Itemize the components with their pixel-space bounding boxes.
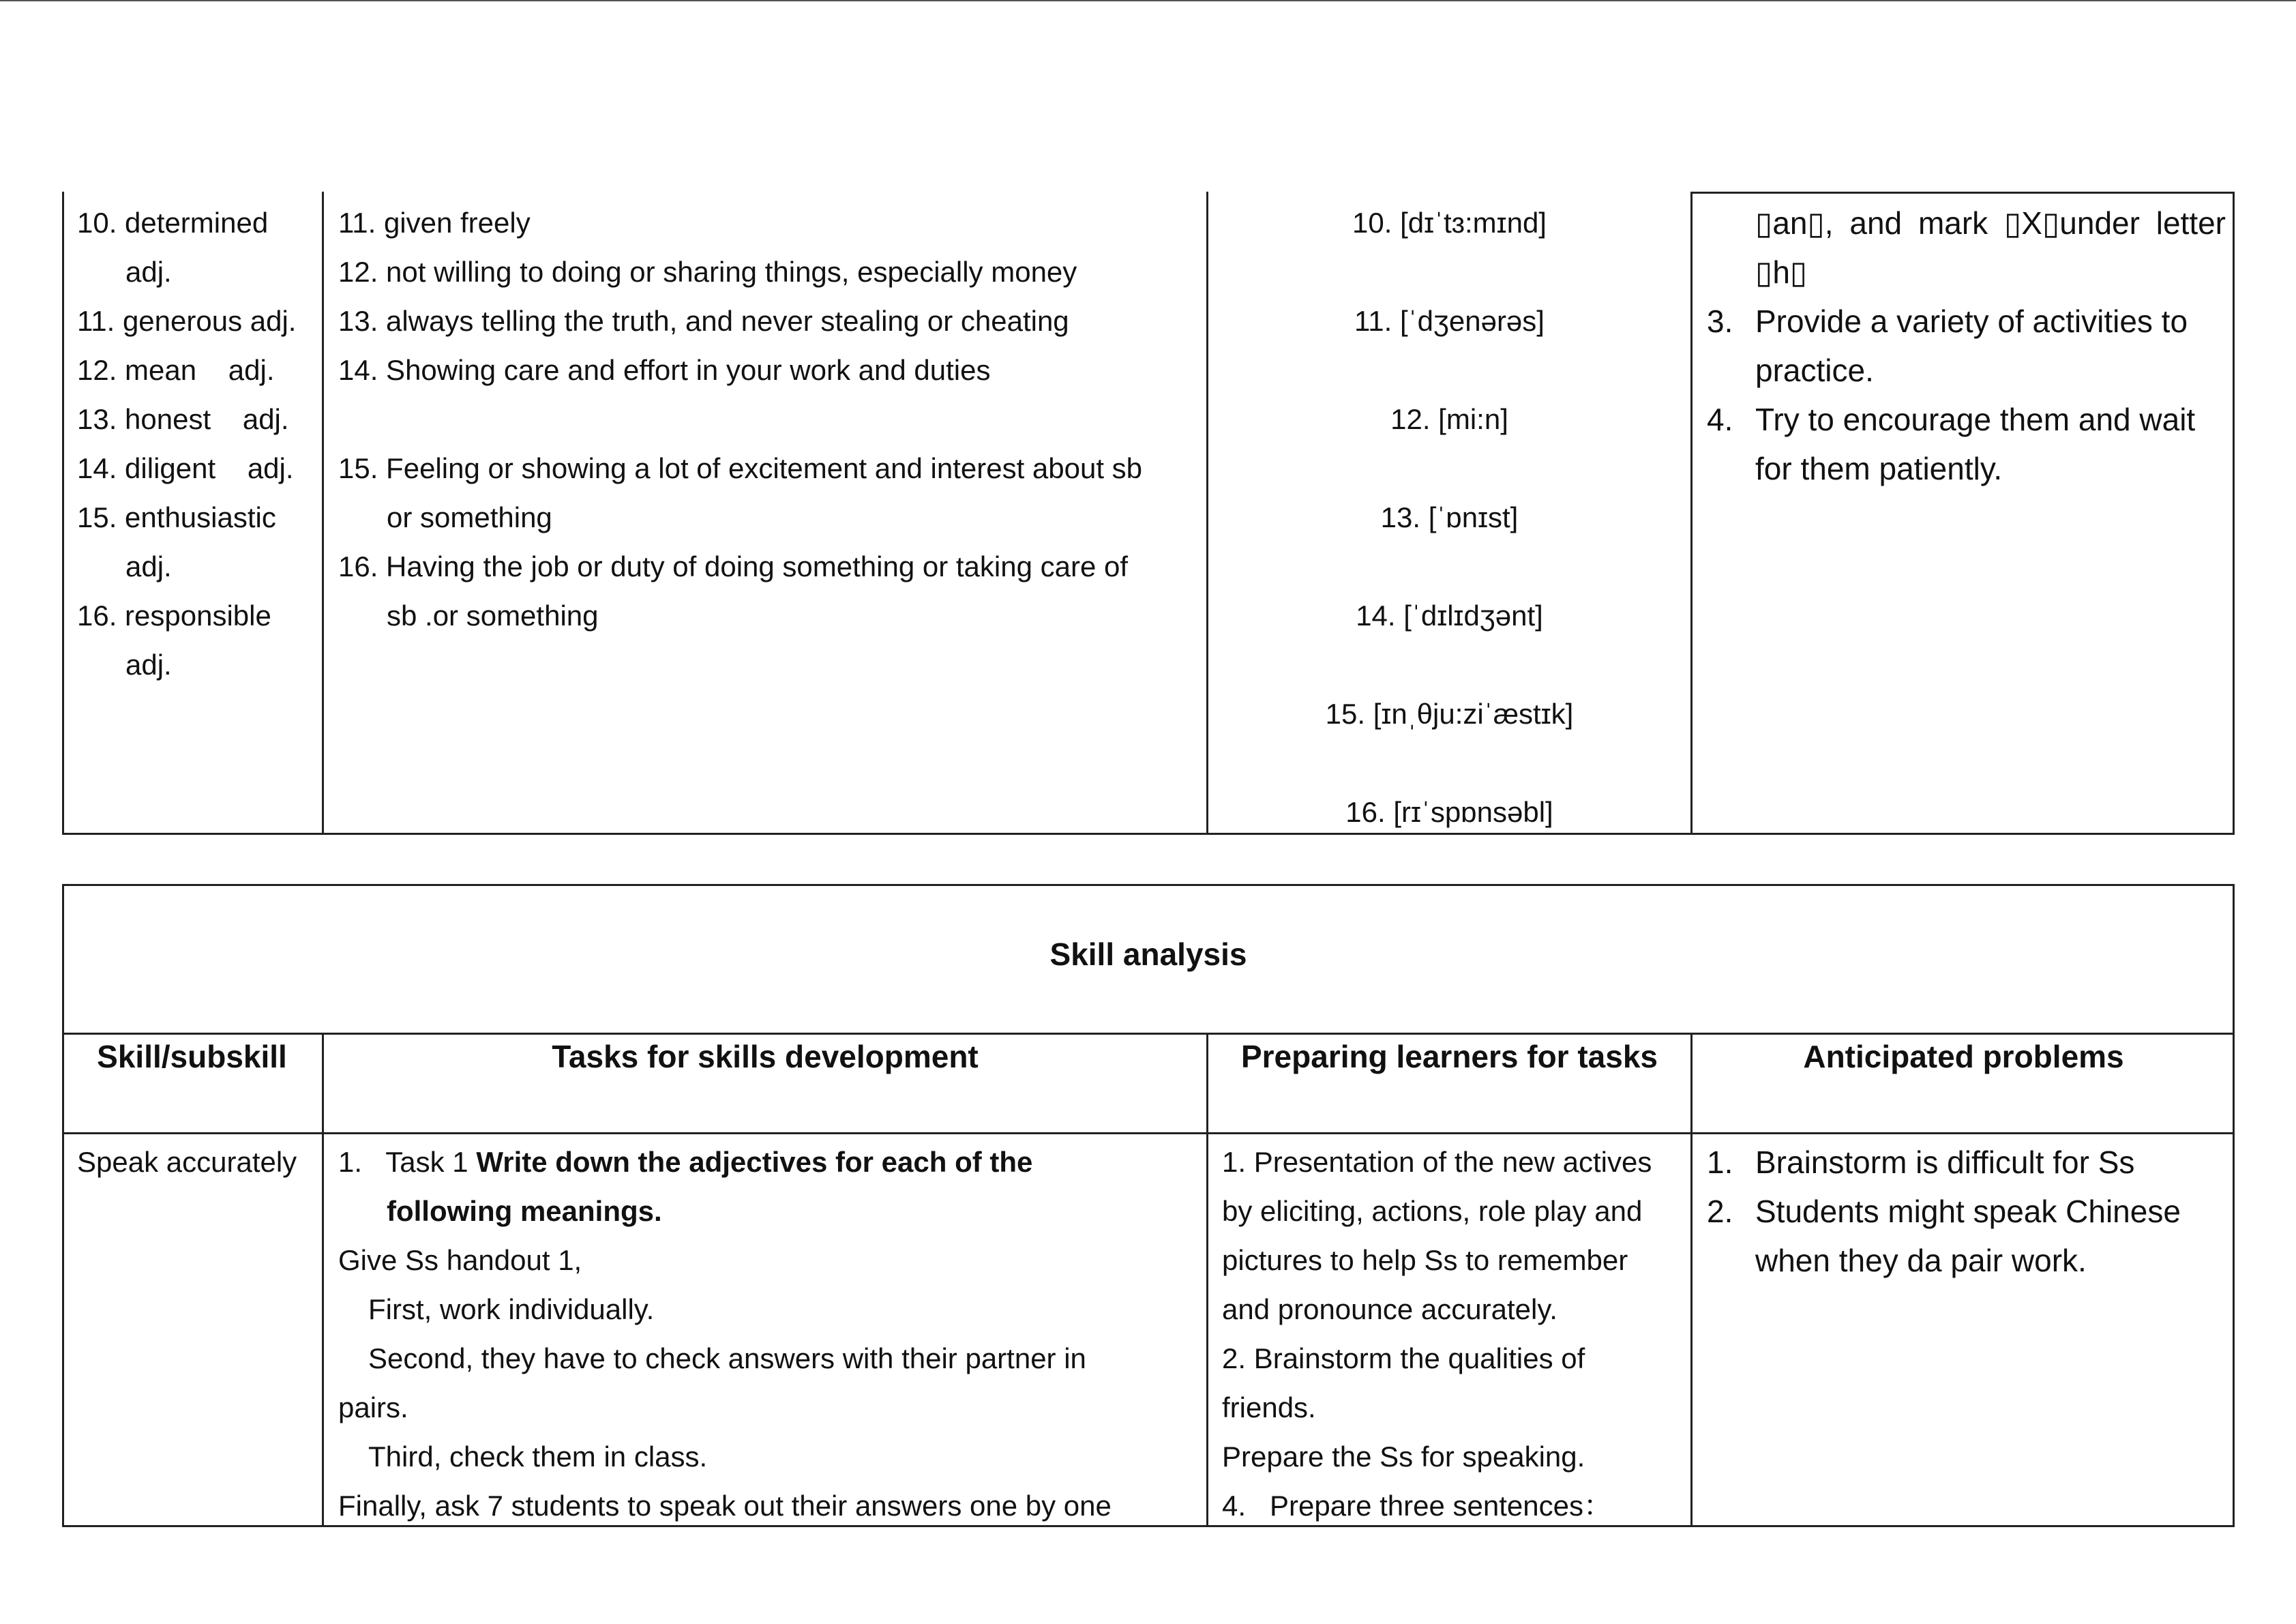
- column-divider: [322, 1033, 324, 1527]
- meaning-item: 14. Showing care and effort in your work and duties: [338, 354, 991, 386]
- cell-top-border: [1690, 192, 2235, 194]
- task-line: Finally, ask 7 students to speak out their answers one by one: [338, 1490, 1112, 1522]
- tip-line: for them patiently.: [1755, 451, 2003, 486]
- problem-line: when they da pair work.: [1755, 1243, 2087, 1278]
- phonetic-item: 10. [dɪˈtɜ:mɪnd]: [1352, 207, 1547, 239]
- tip-line: Try to encourage them and wait: [1755, 402, 2196, 437]
- column-divider: [1690, 192, 1693, 835]
- table-title: Skill analysis: [1049, 936, 1247, 972]
- meaning-item-cont: sb .or something: [387, 600, 599, 632]
- skill-analysis-table: [62, 884, 2235, 1527]
- meaning-item: 12. not willing to doing or sharing things, especially money: [338, 256, 1077, 288]
- word-item-pos: adj.: [125, 550, 172, 582]
- meaning-item: 13. always telling the truth, and never stealing or cheating: [338, 305, 1069, 337]
- problem-line: Students might speak Chinese: [1755, 1194, 2181, 1229]
- preparing-line: pictures to help Ss to remember: [1222, 1244, 1628, 1276]
- meaning-item: 11. given freely: [338, 207, 531, 239]
- table-border: [2233, 192, 2235, 835]
- task-line: Second, they have to check answers with their partner in: [368, 1342, 1086, 1374]
- column-divider: [1690, 1033, 1693, 1527]
- preparing-line: 1. Presentation of the new actives: [1222, 1146, 1652, 1178]
- problem-line: Brainstorm is difficult for Ss: [1755, 1145, 2135, 1180]
- preparing-line: 4. Prepare three sentences：: [1222, 1490, 1612, 1522]
- table-border: [62, 833, 2235, 835]
- phonetic-item: 16. [rɪˈspɒnsəbl]: [1345, 796, 1553, 828]
- tip-line: Provide a variety of activities to: [1755, 304, 2188, 339]
- header-skill: Skill/subskill: [97, 1039, 287, 1074]
- word-item: 16. responsible: [77, 600, 271, 632]
- task-line: Third, check them in class.: [368, 1441, 708, 1473]
- row-divider: [62, 1132, 2235, 1134]
- word-item: 14. diligent adj.: [77, 452, 294, 484]
- tip-number: 4.: [1707, 402, 1733, 437]
- task-prefix: 1. Task 1: [338, 1146, 477, 1178]
- meaning-item: 16. Having the job or duty of doing something or taking care of: [338, 550, 1129, 582]
- vocabulary-table: [62, 192, 2235, 835]
- word-item: 15. enthusiastic: [77, 501, 276, 533]
- skill-text: Speak accurately: [77, 1146, 297, 1178]
- task-line: pairs.: [338, 1391, 408, 1423]
- task-line: First, work individually.: [368, 1293, 655, 1325]
- word-item-pos: adj.: [125, 256, 172, 288]
- word-item-pos: adj.: [125, 649, 172, 681]
- phonetic-item: 15. [ɪnˌθju:ziˈæstɪk]: [1325, 698, 1574, 730]
- tip-continued-line: ▯an▯, and mark ▯X▯under letter: [1755, 205, 2226, 241]
- phonetic-item: 11. [ˈdʒenərəs]: [1354, 305, 1545, 337]
- row-divider: [62, 1033, 2235, 1035]
- word-item: 13. honest adj.: [77, 403, 289, 435]
- task-title-cont: following meanings.: [387, 1195, 662, 1227]
- header-tasks: Tasks for skills development: [552, 1039, 979, 1074]
- word-item: 12. mean adj.: [77, 354, 275, 386]
- word-item: 11. generous adj.: [77, 305, 297, 337]
- meaning-item-cont: or something: [387, 501, 552, 533]
- problem-number: 1.: [1707, 1145, 1733, 1180]
- column-divider: [1206, 1033, 1208, 1527]
- task-title: Write down the adjectives for each of the: [476, 1146, 1033, 1178]
- task-line: [338, 1138, 1032, 1187]
- preparing-line: 2. Brainstorm the qualities of: [1222, 1342, 1585, 1374]
- preparing-line: friends.: [1222, 1391, 1316, 1423]
- tip-line: practice.: [1755, 353, 1874, 388]
- meaning-item: 15. Feeling or showing a lot of excitement and interest about sb: [338, 452, 1143, 484]
- page-top-border: [0, 0, 2296, 1]
- problem-number: 2.: [1707, 1194, 1733, 1229]
- header-preparing: Preparing learners for tasks: [1240, 1039, 1658, 1074]
- tip-number: 3.: [1707, 304, 1733, 339]
- table-border: [62, 192, 64, 835]
- phonetic-item: 12. [mi:n]: [1390, 403, 1508, 435]
- header-problems: Anticipated problems: [1803, 1039, 2124, 1074]
- tip-continued-line: ▯h▯: [1755, 254, 1808, 290]
- preparing-line: and pronounce accurately.: [1222, 1293, 1557, 1325]
- preparing-line: Prepare the Ss for speaking.: [1222, 1441, 1585, 1473]
- phonetic-item: 13. [ˈɒnɪst]: [1380, 501, 1519, 533]
- phonetic-item: 14. [ˈdɪlɪdʒənt]: [1356, 600, 1543, 632]
- task-line: Give Ss handout 1,: [338, 1244, 582, 1276]
- word-item: 10. determined: [77, 207, 269, 239]
- preparing-line: by eliciting, actions, role play and: [1222, 1195, 1643, 1227]
- column-divider: [322, 192, 324, 835]
